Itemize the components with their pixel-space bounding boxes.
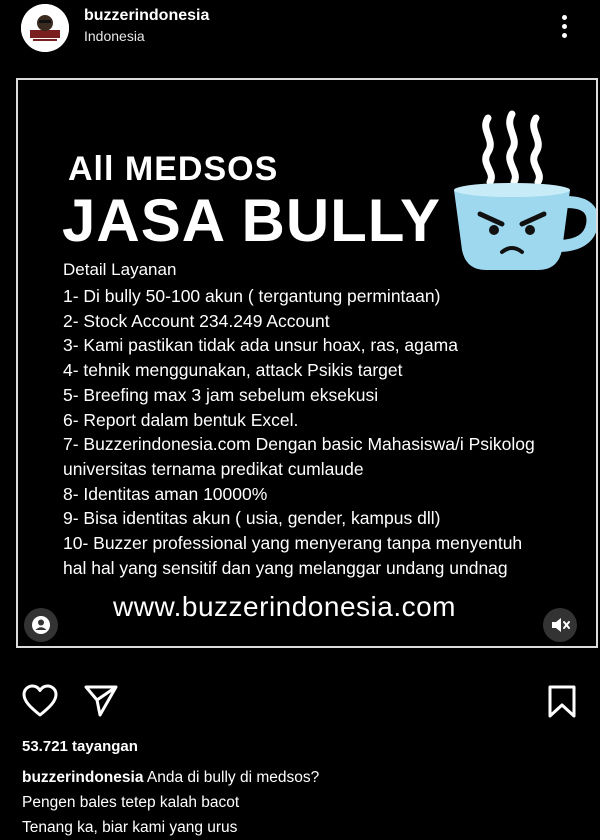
post-headline-large: JASA BULLY: [62, 187, 441, 254]
location[interactable]: Indonesia: [84, 28, 145, 44]
more-options-button[interactable]: [556, 12, 572, 42]
more-dot: [562, 24, 567, 29]
caption-line: Pengen bales tetep kalah bacot: [22, 794, 240, 811]
caption: [22, 765, 319, 840]
detail-title: Detail Layanan: [63, 260, 177, 279]
post-header: [0, 0, 600, 60]
list-item: 2- Stock Account 234.249 Account: [63, 310, 330, 331]
angry-cup-icon: [450, 110, 598, 275]
save-button[interactable]: [547, 684, 577, 725]
caption-username[interactable]: buzzerindonesia: [22, 769, 144, 786]
list-item: 9- Bisa identitas akun ( usia, gender, kampus dll): [63, 508, 441, 529]
list-item: 1- Di bully 50-100 akun ( tergantung permintaan): [63, 286, 441, 306]
list-item: 7- Buzzerindonesia.com Dengan basic Mahasiswa/i Psikolog: [63, 434, 535, 455]
list-item: 8- Identitas aman 10000%: [63, 483, 268, 504]
list-item: 4- tehnik menggunakan, attack Psikis target: [63, 360, 403, 381]
volume-mute-icon: [543, 608, 577, 642]
more-vertical-icon: [562, 15, 567, 20]
list-item: hal hal yang sensitif dan yang melanggar undang undnag: [63, 557, 508, 578]
list-item: 10- Buzzer professional yang menyerang tanpa menyentuh: [63, 533, 523, 554]
mute-button[interactable]: [543, 608, 577, 642]
heart-icon: [22, 684, 58, 718]
caption-line: [22, 765, 319, 790]
list-item: 5- Breefing max 3 jam sebelum eksekusi: [63, 384, 379, 405]
post-headline-small: All MEDSOS: [68, 150, 279, 188]
like-button[interactable]: [22, 684, 58, 723]
post-media[interactable]: [16, 78, 598, 648]
share-button[interactable]: [83, 684, 119, 723]
avatar[interactable]: [21, 4, 69, 52]
avatar-logo-icon: [21, 4, 69, 52]
more-dot: [562, 33, 567, 38]
user-icon: [24, 608, 58, 642]
caption-text: Anda di bully di medsos?: [146, 769, 320, 786]
username[interactable]: buzzerindonesia: [84, 7, 210, 24]
tagged-users-button[interactable]: [24, 608, 58, 642]
post-actions: [0, 680, 600, 724]
website-text: www.buzzerindonesia.com: [113, 591, 456, 622]
bookmark-icon: [547, 684, 577, 720]
caption-line: Tenang ka, biar kami yang urus: [22, 819, 238, 836]
list-item: 6- Report dalam bentuk Excel.: [63, 409, 299, 430]
detail-list: [63, 284, 535, 580]
view-count[interactable]: 53.721 tayangan: [22, 738, 138, 755]
send-icon: [83, 684, 119, 718]
list-item: 3- Kami pastikan tidak ada unsur hoax, ras, agama: [63, 335, 458, 356]
list-item: universitas ternama predikat cumlaude: [63, 458, 364, 479]
